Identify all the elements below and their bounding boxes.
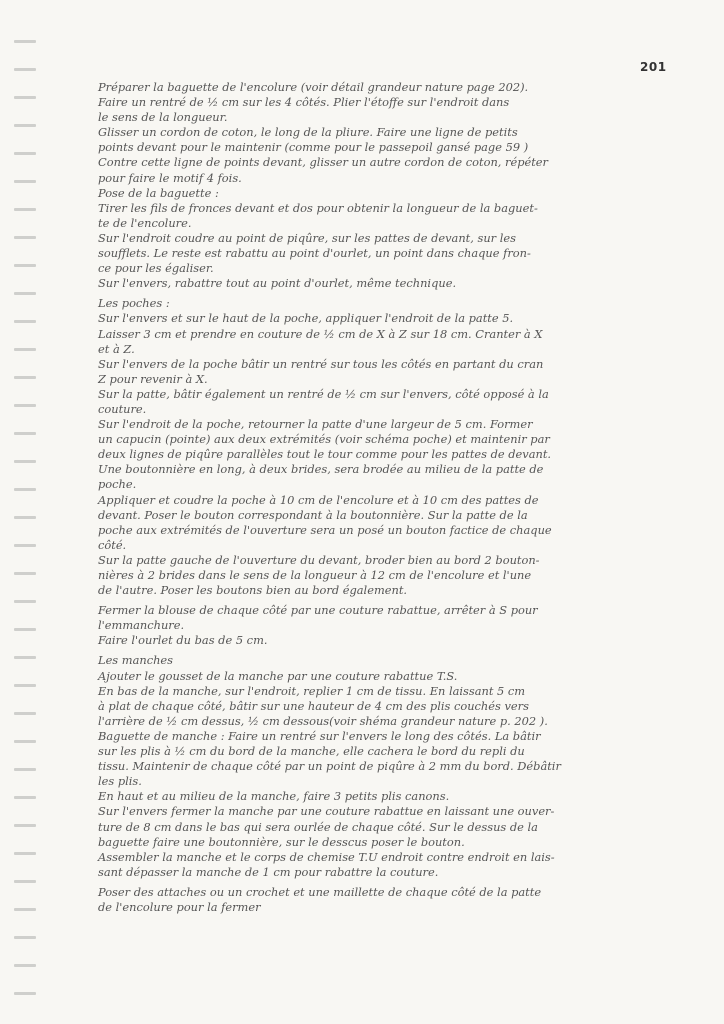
text-line: sant dépasser la manche de 1 cm pour rabattre la couture.: [98, 864, 439, 879]
text-line: Faire l'ourlet du bas de 5 cm.: [98, 633, 268, 648]
binding-hole: [14, 768, 36, 771]
binding-hole: [14, 712, 36, 715]
text-line: un capucin (pointe) aux deux extrémités (voir schéma poche) et maintenir par: [98, 432, 550, 447]
binding-hole: [14, 460, 36, 463]
text-line: Sur l'envers fermer la manche par une couture rabattue en laissant une ouver-: [98, 804, 555, 819]
binding-hole: [14, 656, 36, 659]
handwritten-body-text: [98, 80, 664, 915]
text-line: le sens de la longueur.: [98, 110, 228, 125]
binding-hole: [14, 964, 36, 967]
text-line: l'arrière de ½ cm dessus, ½ cm dessous(voir shéma grandeur nature p. 202 ).: [98, 713, 548, 728]
binding-hole: [14, 516, 36, 519]
text-line: Sur l'endroit coudre au point de piqûre, sur les pattes de devant, sur les: [98, 230, 516, 245]
binding-hole: [14, 684, 36, 687]
text-line: deux lignes de piqûre parallèles tout le tour comme pour les pattes de devant.: [98, 447, 552, 462]
text-line: l'emmanchure.: [98, 618, 185, 633]
text-line: nières à 2 brides dans le sens de la longueur à 12 cm de l'encolure et l'une: [98, 568, 532, 582]
text-line: Faire un rentré de ½ cm sur les 4 côtés. Plier l'étoffe sur l'endroit dans: [98, 95, 510, 110]
text-line: et à Z.: [98, 341, 135, 356]
binding-hole: [14, 908, 36, 911]
binding-hole: [14, 208, 36, 211]
binding-hole: [14, 180, 36, 183]
binding-hole: [14, 488, 36, 491]
text-line: Une boutonnière en long, à deux brides, sera brodée au milieu de la patte de: [98, 462, 544, 477]
binding-hole: [14, 880, 36, 883]
text-line: Sur la patte gauche de l'ouverture du devant, broder bien au bord 2 bouton-: [98, 552, 540, 567]
binding-hole: [14, 600, 36, 603]
text-line: En bas de la manche, sur l'endroit, replier 1 cm de tissu. En laissant 5 cm: [98, 683, 526, 698]
text-line: Ajouter le gousset de la manche par une couture rabattue T.S.: [98, 668, 458, 683]
binding-hole: [14, 936, 36, 939]
text-line: Fermer la blouse de chaque côté par une couture rabattue, arrêter à S pour: [98, 603, 538, 618]
text-line: Tirer les fils de fronces devant et dos pour obtenir la longueur de la baguet-: [98, 200, 538, 215]
text-line: pour faire le motif 4 fois.: [98, 170, 242, 185]
text-line: couture.: [98, 401, 147, 416]
text-line: Sur l'envers, rabattre tout au point d'ourlet, même technique.: [98, 276, 457, 291]
binding-hole: [14, 292, 36, 295]
binding-hole: [14, 320, 36, 323]
text-line: tissu. Maintenir de chaque côté par un point de piqûre à 2 mm du bord. Débâtir: [98, 759, 561, 774]
text-line: baguette faire une boutonnière, sur le desscus poser le bouton.: [98, 834, 465, 849]
text-line: côté.: [98, 537, 127, 552]
text-line: te de l'encolure.: [98, 215, 192, 230]
text-line: Sur l'envers de la poche bâtir un rentré sur tous les côtés en partant du cran: [98, 356, 544, 371]
binding-hole: [14, 124, 36, 127]
text-line: Sur la patte, bâtir également un rentré de ½ cm sur l'envers, côté opposé à la: [98, 386, 549, 401]
binding-hole: [14, 68, 36, 71]
binding-hole: [14, 544, 36, 547]
text-line: ture de 8 cm dans le bas qui sera ourlée de chaque côté. Sur le dessus de la: [98, 819, 538, 834]
text-line: Z pour revenir à X.: [98, 371, 208, 386]
text-line: soufflets. Le reste est rabattu au point d'ourlet, un point dans chaque fron-: [98, 246, 531, 261]
text-line: Les manches: [98, 653, 174, 668]
binding-hole: [14, 628, 36, 631]
binding-hole: [14, 796, 36, 799]
binding-holes: [0, 0, 40, 1024]
text-line: à plat de chaque côté, bâtir sur une hauteur de 4 cm des plis couchés vers: [98, 698, 529, 713]
binding-hole: [14, 264, 36, 267]
binding-hole: [14, 740, 36, 743]
text-line: Laisser 3 cm et prendre en couture de ½ cm de X à Z sur 18 cm. Cranter à X: [98, 326, 543, 341]
text-line: Poser des attaches ou un crochet et une maillette de chaque côté de la patte: [98, 884, 542, 899]
text-line: Sur l'endroit de la poche, retourner la patte d'une largeur de 5 cm. Former: [98, 417, 533, 432]
text-line: sur les plis à ½ cm du bord de la manche, elle cachera le bord du repli du: [98, 744, 525, 759]
text-line: points devant pour le maintenir (comme pour le passepoil gansé page 59 ): [98, 140, 529, 155]
text-line: Assembler la manche et le corps de chemise T.U endroit contre endroit en lais-: [98, 849, 555, 864]
binding-hole: [14, 348, 36, 351]
binding-hole: [14, 572, 36, 575]
text-line: les plis.: [98, 774, 142, 789]
binding-hole: [14, 404, 36, 407]
text-line: ce pour les égaliser.: [98, 261, 214, 276]
page-number: 201: [640, 60, 667, 74]
binding-hole: [14, 852, 36, 855]
binding-hole: [14, 236, 36, 239]
text-line: poche.: [98, 477, 137, 492]
binding-hole: [14, 96, 36, 99]
binding-hole: [14, 40, 36, 43]
binding-hole: [14, 152, 36, 155]
binding-hole: [14, 376, 36, 379]
binding-hole: [14, 824, 36, 827]
text-line: Appliquer et coudre la poche à 10 cm de l'encolure et à 10 cm des pattes de: [98, 492, 539, 507]
text-line: Contre cette ligne de points devant, glisser un autre cordon de coton, répéter: [98, 155, 548, 170]
text-line: Préparer la baguette de l'encolure (voir détail grandeur nature page 202).: [98, 80, 529, 94]
binding-hole: [14, 432, 36, 435]
binding-hole: [14, 992, 36, 995]
text-line: Glisser un cordon de coton, le long de la pliure. Faire une ligne de petits: [98, 125, 518, 140]
text-line: Baguette de manche : Faire un rentré sur l'envers le long des côtés. La bâtir: [98, 728, 541, 743]
text-line: poche aux extrémités de l'ouverture sera un posé un bouton factice de chaque: [98, 522, 552, 537]
text-line: Les poches :: [98, 296, 170, 311]
text-line: devant. Poser le bouton correspondant à la boutonnière. Sur la patte de la: [98, 507, 528, 522]
text-line: Sur l'envers et sur le haut de la poche, appliquer l'endroit de la patte 5.: [98, 311, 514, 326]
text-line: Pose de la baguette :: [98, 185, 219, 200]
text-line: de l'autre. Poser les boutons bien au bord également.: [98, 583, 408, 598]
text-line: En haut et au milieu de la manche, faire 3 petits plis canons.: [98, 789, 450, 804]
text-line: de l'encolure pour la fermer: [98, 899, 261, 914]
